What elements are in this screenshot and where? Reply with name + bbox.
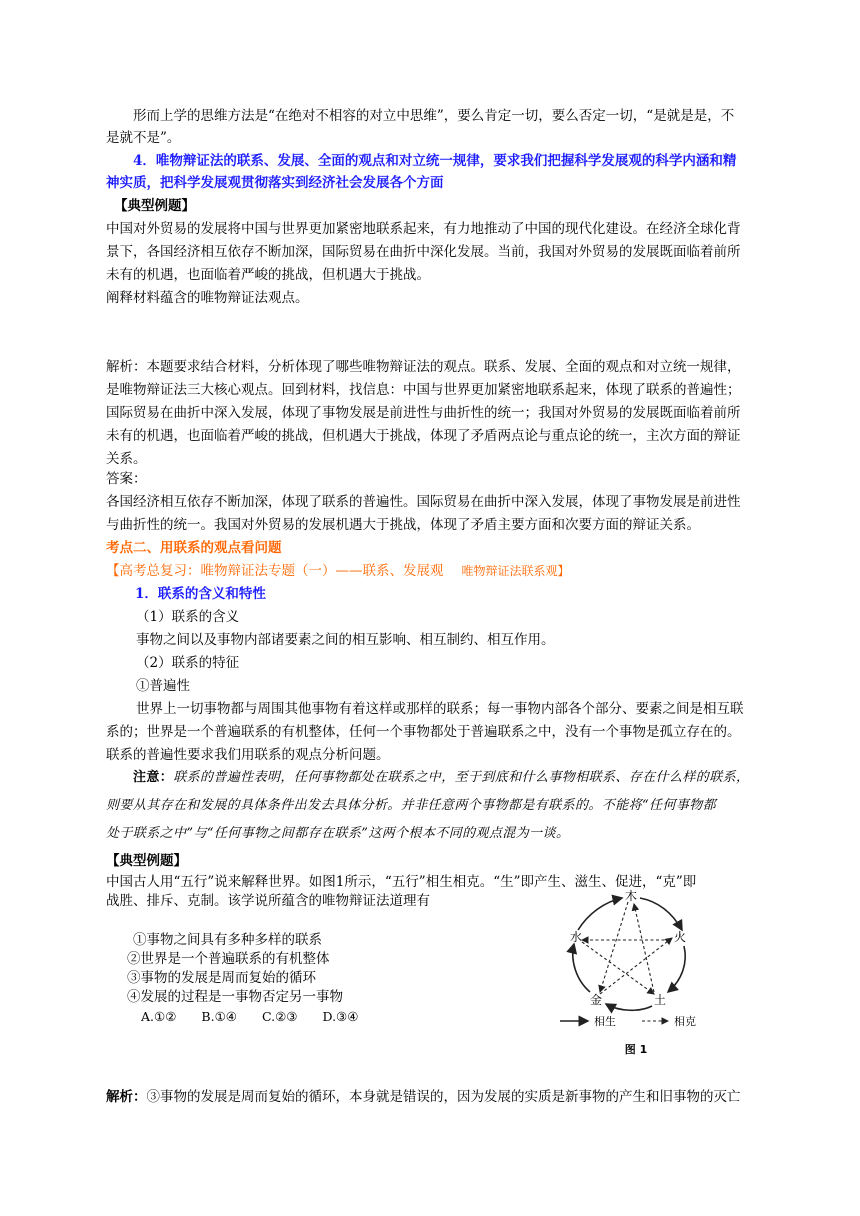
option-item: ③事物的发展是周而复始的循环 [127,970,316,986]
figure-caption: 图 1 [624,1043,648,1056]
subsection-heading: 1．联系的含义和特性 [135,586,266,602]
answer-line: 与曲折性的统一。我国对外贸易的发展机遇大于挑战，体现了矛盾主要方面和次要方面的辩证关系。 [106,517,700,533]
reference-link-text: 唯物辩证法联系观】 [461,564,570,578]
question-line: 阐释材料蕴含的唯物辩证法观点。 [106,290,309,306]
option-item: ②世界是一个普遍联系的有机整体 [127,951,330,967]
answer-line: 各国经济相互依存不断加深，体现了联系的普遍性。国际贸易在曲折中深入发展，体现了事物发展是前进性 [106,494,741,510]
section-heading: 神实质，把科学发展观贯彻落实到经济社会发展各个方面 [106,175,444,191]
subsection-title: （2）联系的特征 [136,655,240,671]
example-label: 【典型例题】 [114,198,195,214]
note-line: 处于联系之中”与“任何事物之间都存在联系”这两个根本不同的观点混为一谈。 [106,826,570,841]
list-item: ①普遍性 [136,678,190,694]
answer-label: 答案： [106,471,147,487]
diagram-legend [560,1014,696,1028]
analysis-line: 关系。 [106,451,147,467]
analysis-text: ③事物的发展是周而复始的循环，本身就是错误的，因为发展的实质是新事物的产生和旧事物的灭亡 [146,1089,741,1105]
note-label: 注意： [133,770,174,785]
legend-dashed-label: 相克 [674,1015,696,1028]
paragraph-line: 世界上一切事物都与周围其他事物有着这样或那样的联系；每一事物内部各个部分、要素之间是相互联 [136,701,744,717]
section-title: 考点二、用联系的观点看问题 [106,540,282,556]
question-line: 战胜、排斥、克制。该学说所蕴含的唯物辩证法道理有 [106,893,430,909]
analysis-line: 解析：本题要求结合材料，分析体现了哪些唯物辩证法的观点。联系、发展、全面的观点和对立统一规律， [106,359,741,375]
legend-solid-label: 相生 [594,1015,616,1028]
paragraph-line: 未有的机遇，也面临着严峻的挑战，但机遇大于挑战。 [106,267,430,283]
reference-link[interactable] [106,561,570,581]
section-heading: 4．唯物辩证法的联系、发展、全面的观点和对立统一规律，要求我们把握科学发展观的科学内涵和精 [133,153,737,169]
element-label: 木 [624,889,638,903]
element-label: 土 [653,993,667,1007]
paragraph-line: 形而上学的思维方法是“在绝对不相容的对立中思维”，要么肯定一切，要么否定一切，“是就是是，不 [133,108,735,124]
question-line: 中国古人用“五行”说来解释世界。如图1所示，“五行”相生相克。“生”即产生、滋生、促进，“克”即 [106,874,697,890]
option-item: ①事物之间具有多种多样的联系 [133,932,322,948]
restraint-arrows [582,902,672,994]
analysis-line: 未有的机遇，也面临着严峻的挑战，但机遇大于挑战，体现了矛盾两点论与重点论的统一，主次方面的辩证 [106,428,741,444]
note-line [133,768,749,788]
note-line: 则要从其存在和发展的具体条件出发去具体分析。并非任意两个事物都是有联系的。不能将“任何事物都 [106,798,717,813]
reference-link-text: 【高考总复习：唯物辩证法专题（一）——联系、发展观 [106,563,444,579]
analysis-label: 解析： [106,1089,147,1105]
paragraph-line: 中国对外贸易的发展将中国与世界更加紧密地联系起来，有力地推动了中国的现代化建设。在经济全球化背 [106,221,741,237]
element-label: 金 [589,993,603,1007]
example-label: 【典型例题】 [106,853,187,869]
paragraph-line: 是就不是”。 [106,130,181,146]
paragraph-line: 事物之间以及事物内部诸要素之间的相互影响、相互制约、相互作用。 [136,632,555,648]
element-label: 火 [673,930,687,944]
analysis-line [106,1087,741,1107]
paragraph-line: 联系的普遍性要求我们用联系的观点分析问题。 [106,747,390,763]
analysis-line: 国际贸易在曲折中深入发展，体现了事物发展是前进性与曲折性的统一；我国对外贸易的发展既面临着前所 [106,405,741,421]
note-text: 联系的普遍性表明，任何事物都处在联系之中，至于到底和什么事物相联系、存在什么样的联系， [173,770,750,785]
five-elements-diagram [556,888,716,1060]
option-item: ④发展的过程是一事物否定另一事物 [127,989,343,1005]
element-label: 水 [569,930,583,944]
analysis-line: 是唯物辩证法三大核心观点。回到材料，找信息：中国与世界更加紧密地联系起来，体现了联系的普遍性； [106,382,741,398]
paragraph-line: 景下，各国经济相互依存不断加深，国际贸易在曲折中深化发展。当前，我国对外贸易的发展既面临着前所 [106,244,741,260]
subsection-title: （1）联系的含义 [136,609,240,625]
answer-choices: A.①② B.①④ C.②③ D.③④ [141,1009,359,1024]
paragraph-line: 系的；世界是一个普遍联系的有机整体，任何一个事物都处于普遍联系之中，没有一个事物是孤立存在的。 [106,724,741,740]
